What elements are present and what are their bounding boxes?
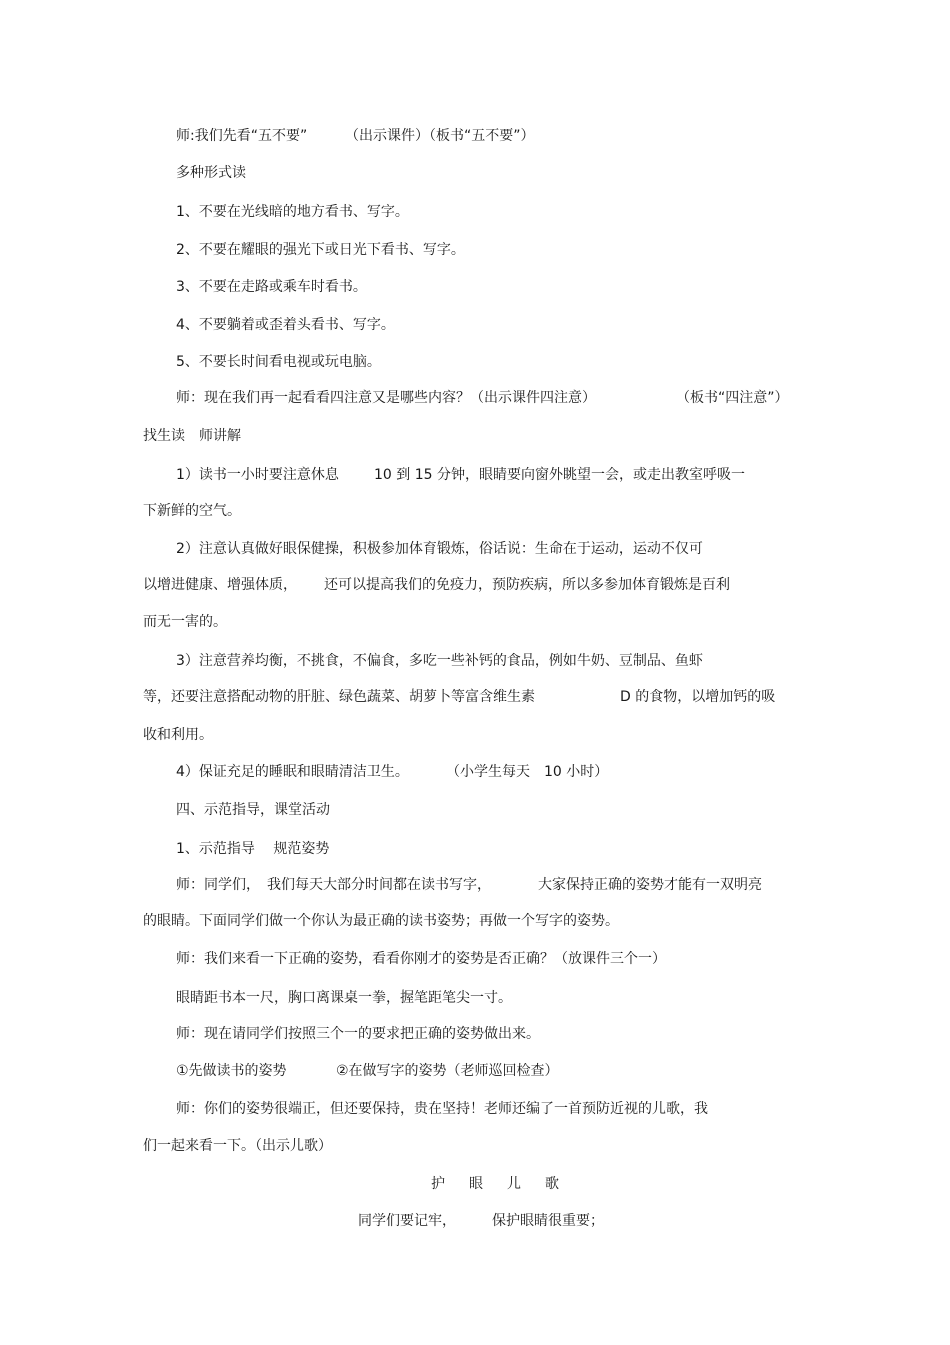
- poem-line: 保护眼睛很重要；: [492, 1213, 604, 1229]
- text-line: 收和利用。: [143, 727, 213, 743]
- poem-title-char: 护: [431, 1176, 445, 1192]
- list-item: 1、不要在光线暗的地方看书、写字。: [176, 204, 409, 220]
- text-line: 等，还要注意搭配动物的肝脏、绿色蔬菜、胡萝卜等富含维生素: [143, 689, 535, 705]
- text-line: 多种形式读: [176, 165, 246, 181]
- poem-title: [431, 1175, 559, 1193]
- text-line: D 的食物，以增加钙的吸: [620, 689, 776, 705]
- list-item: 2、不要在耀眼的强光下或日光下看书、写字。: [176, 242, 465, 258]
- text-line: （小学生每天 10 小时）: [446, 764, 609, 780]
- text-line: ②在做写字的姿势（老师巡回检查）: [336, 1063, 559, 1079]
- text-line: 10 到 15 分钟，眼睛要向窗外眺望一会，或走出教室呼吸一: [374, 467, 745, 483]
- text-line: 3）注意营养均衡，不挑食，不偏食，多吃一些补钙的食品，例如牛奶、豆制品、鱼虾: [176, 653, 703, 669]
- text-line: 师：同学们， 我们每天大部分时间都在读书写字，: [176, 877, 491, 893]
- text-line: 师：现在我们再一起看看四注意又是哪些内容？（出示课件四注意）: [176, 390, 596, 406]
- text-line: 师：我们来看一下正确的姿势，看看你刚才的姿势是否正确？（放课件三个一）: [176, 951, 666, 967]
- list-item: 3、不要在走路或乘车时看书。: [176, 279, 367, 295]
- poem-title-char: 眼: [469, 1176, 483, 1192]
- text-line: 眼睛距书本一尺，胸口离课桌一拳，握笔距笔尖一寸。: [176, 990, 512, 1006]
- text-line: 以增进健康、增强体质，: [143, 577, 297, 593]
- poem-title-char: 歌: [545, 1176, 559, 1192]
- text-line: 而无一害的。: [143, 614, 227, 630]
- text-line: 大家保持正确的姿势才能有一双明亮: [538, 877, 762, 893]
- text-line: 下新鲜的空气。: [143, 503, 241, 519]
- poem-line: 同学们要记牢，: [358, 1213, 456, 1229]
- list-item: 5、不要长时间看电视或玩电脑。: [176, 354, 381, 370]
- text-line: 们一起来看一下。（出示儿歌）: [143, 1138, 332, 1154]
- subsection-heading: 1、示范指导 规范姿势: [176, 841, 330, 857]
- section-heading: 四、示范指导，课堂活动: [176, 802, 330, 818]
- text-line: 1）读书一小时要注意休息: [176, 467, 339, 483]
- text-line: 4）保证充足的睡眠和眼睛清洁卫生。: [176, 764, 409, 780]
- text-line: 的眼睛。下面同学们做一个你认为最正确的读书姿势；再做一个写字的姿势。: [143, 913, 619, 929]
- text-line: 找生读 师讲解: [143, 428, 241, 444]
- text-line: 还可以提高我们的免疫力，预防疾病，所以多参加体育锻炼是百利: [324, 577, 730, 593]
- list-item: 4、不要躺着或歪着头看书、写字。: [176, 317, 395, 333]
- text-line: 师：你们的姿势很端正，但还要保持，贵在坚持！老师还编了一首预防近视的儿歌，我: [176, 1101, 708, 1117]
- text-line: 2）注意认真做好眼保健操，积极参加体育锻炼，俗话说：生命在于运动，运动不仅可: [176, 541, 703, 557]
- text-line: ①先做读书的姿势: [176, 1063, 287, 1079]
- text-line: 师:我们先看“五不要”: [176, 128, 308, 144]
- text-line: 师：现在请同学们按照三个一的要求把正确的姿势做出来。: [176, 1026, 540, 1042]
- text-line: （板书“四注意”）: [676, 390, 789, 406]
- poem-title-char: 儿: [507, 1176, 521, 1192]
- text-line: （出示课件）（板书“五不要”）: [345, 128, 535, 144]
